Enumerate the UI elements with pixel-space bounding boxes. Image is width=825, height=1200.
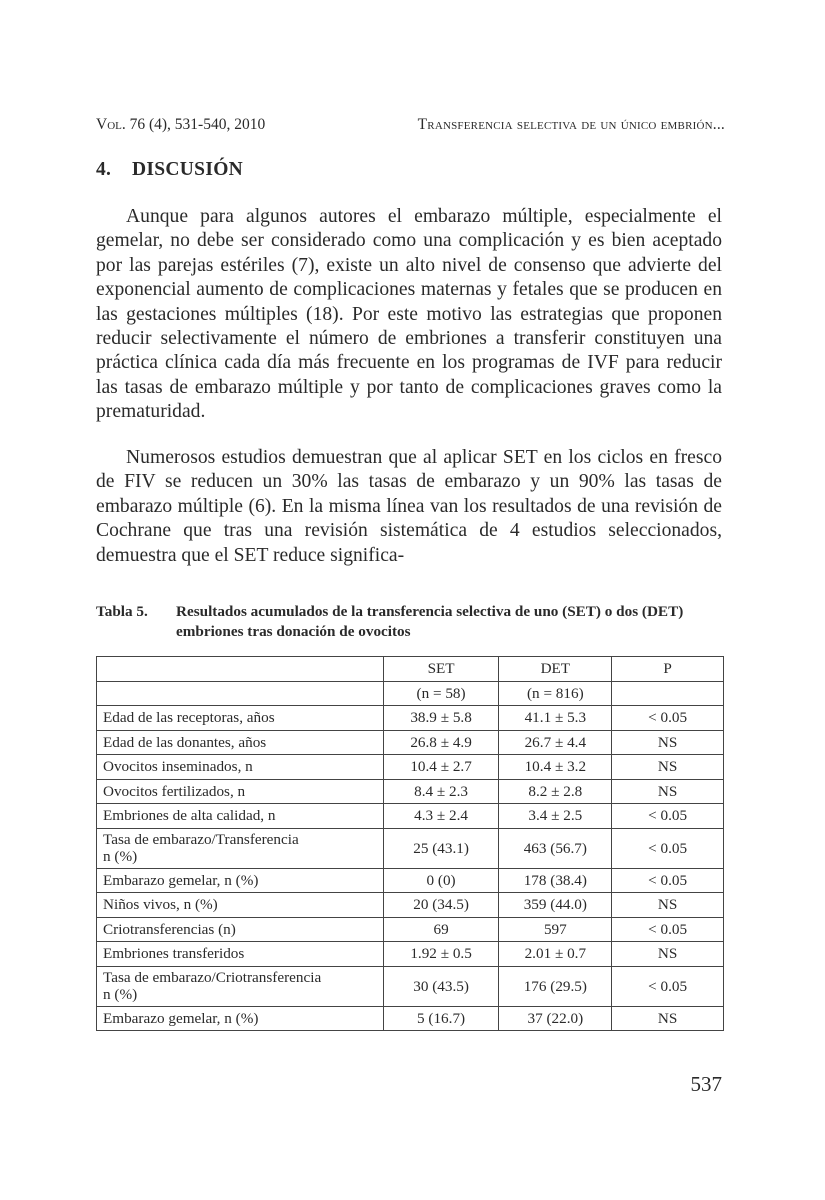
paragraph-text: Numerosos estudios demuestran que al aplicar SET en los ciclos en fresco de FIV se reducen un 30% las tasas de embarazo y un 90% las tasas de embarazo múltiple (6). En la misma línea van los resultados de una revisión de Cochrane que tras una revisión sistemática de 4 estudios seleccionados, demuestra que el SET reduce significa- — [96, 447, 722, 566]
p-value-cell: < 0.05 — [612, 706, 724, 731]
row-label-cell: Criotransferencias (n) — [97, 917, 384, 942]
row-label-cell: Ovocitos inseminados, n — [97, 755, 384, 780]
row-label-cell: Embarazo gemelar, n (%) — [97, 1006, 384, 1031]
table-row — [97, 779, 724, 804]
results-table — [96, 656, 724, 1031]
table-row — [97, 966, 724, 1006]
det-cell: 597 — [499, 917, 612, 942]
row-label-cell: Edad de las donantes, años — [97, 730, 384, 755]
row-label-cell: Edad de las receptoras, años — [97, 706, 384, 731]
table-row — [97, 868, 724, 893]
set-cell: 20 (34.5) — [383, 893, 499, 918]
det-cell: 2.01 ± 0.7 — [499, 942, 612, 967]
set-cell: 25 (43.1) — [383, 828, 499, 868]
det-cell: 26.7 ± 4.4 — [499, 730, 612, 755]
p-value-cell — [612, 681, 724, 706]
p-value-cell: < 0.05 — [612, 804, 724, 829]
det-cell: 176 (29.5) — [499, 966, 612, 1006]
table-row — [97, 942, 724, 967]
table-row — [97, 828, 724, 868]
p-value-cell: NS — [612, 755, 724, 780]
table-header-row — [97, 657, 724, 682]
p-value-cell: NS — [612, 942, 724, 967]
table-row — [97, 917, 724, 942]
set-cell: 4.3 ± 2.4 — [383, 804, 499, 829]
p-value-cell: NS — [612, 1006, 724, 1031]
paragraph-1 — [96, 205, 722, 425]
p-value-cell: NS — [612, 730, 724, 755]
table-label: Tabla 5. — [96, 603, 148, 620]
p-value-cell: < 0.05 — [612, 917, 724, 942]
p-value-cell: < 0.05 — [612, 828, 724, 868]
running-title: Transferencia selectiva de un único embrión... — [417, 116, 725, 133]
p-value-cell: P — [612, 657, 724, 682]
journal-reference: Vol. 76 (4), 531-540, 2010 — [96, 116, 266, 133]
det-cell: 37 (22.0) — [499, 1006, 612, 1031]
set-cell: 26.8 ± 4.9 — [383, 730, 499, 755]
set-cell: 5 (16.7) — [383, 1006, 499, 1031]
det-cell: 359 (44.0) — [499, 893, 612, 918]
p-value-cell: NS — [612, 893, 724, 918]
table-row — [97, 730, 724, 755]
det-cell: 8.2 ± 2.8 — [499, 779, 612, 804]
row-label-cell: Tasa de embarazo/Criotransferencia n (%) — [97, 966, 384, 1006]
paragraph-text: Aunque para algunos autores el embarazo múltiple, especialmente el gemelar, no debe ser considerado como una complicación y es bien aceptado por las parejas estériles (7), existe un alto nivel de consenso que advierte del exponencial aumento de complicaciones maternas y fetales que se producen en las gestaciones múltiples (18). Por este motivo las estrategias que proponen reducir selectivamente el número de embriones a transferir constituyen una práctica clínica cada día más frecuente en los programas de IVF para reducir las tasas de embarazo múltiple y por tanto de complicaciones graves como la prematuridad. — [96, 206, 722, 423]
set-cell: 10.4 ± 2.7 — [383, 755, 499, 780]
set-cell: 0 (0) — [383, 868, 499, 893]
p-value-cell: < 0.05 — [612, 868, 724, 893]
row-label-cell: Niños vivos, n (%) — [97, 893, 384, 918]
set-cell: 69 — [383, 917, 499, 942]
table-subheader-row — [97, 681, 724, 706]
set-cell: 38.9 ± 5.8 — [383, 706, 499, 731]
det-cell: 178 (38.4) — [499, 868, 612, 893]
row-label-cell: Embriones transferidos — [97, 942, 384, 967]
table-row — [97, 804, 724, 829]
running-header — [96, 116, 725, 138]
row-label-cell: Embarazo gemelar, n (%) — [97, 868, 384, 893]
det-cell: (n = 816) — [499, 681, 612, 706]
row-label-cell: Ovocitos fertilizados, n — [97, 779, 384, 804]
set-cell: (n = 58) — [383, 681, 499, 706]
det-cell: 41.1 ± 5.3 — [499, 706, 612, 731]
p-value-cell: < 0.05 — [612, 966, 724, 1006]
paragraph-2 — [96, 446, 722, 568]
p-value-cell: NS — [612, 779, 724, 804]
table-row — [97, 706, 724, 731]
table-row — [97, 1006, 724, 1031]
section-number: 4. — [96, 159, 112, 180]
det-cell: 3.4 ± 2.5 — [499, 804, 612, 829]
table-row — [97, 893, 724, 918]
set-cell: SET — [383, 657, 499, 682]
row-label-cell: Tasa de embarazo/Transferencia n (%) — [97, 828, 384, 868]
row-label-cell — [97, 681, 384, 706]
row-label-cell — [97, 657, 384, 682]
row-label-cell: Embriones de alta calidad, n — [97, 804, 384, 829]
det-cell: 463 (56.7) — [499, 828, 612, 868]
det-cell: 10.4 ± 3.2 — [499, 755, 612, 780]
set-cell: 1.92 ± 0.5 — [383, 942, 499, 967]
table-row — [97, 755, 724, 780]
section-title: DISCUSIÓN — [132, 159, 244, 180]
set-cell: 30 (43.5) — [383, 966, 499, 1006]
det-cell: DET — [499, 657, 612, 682]
page-number: 537 — [690, 1072, 722, 1096]
set-cell: 8.4 ± 2.3 — [383, 779, 499, 804]
section-heading — [96, 159, 243, 181]
table-caption-text: Resultados acumulados de la transferencia selectiva de uno (SET) o dos (DET) embriones tras donación de ovocitos — [176, 603, 684, 640]
table-caption — [96, 602, 726, 642]
